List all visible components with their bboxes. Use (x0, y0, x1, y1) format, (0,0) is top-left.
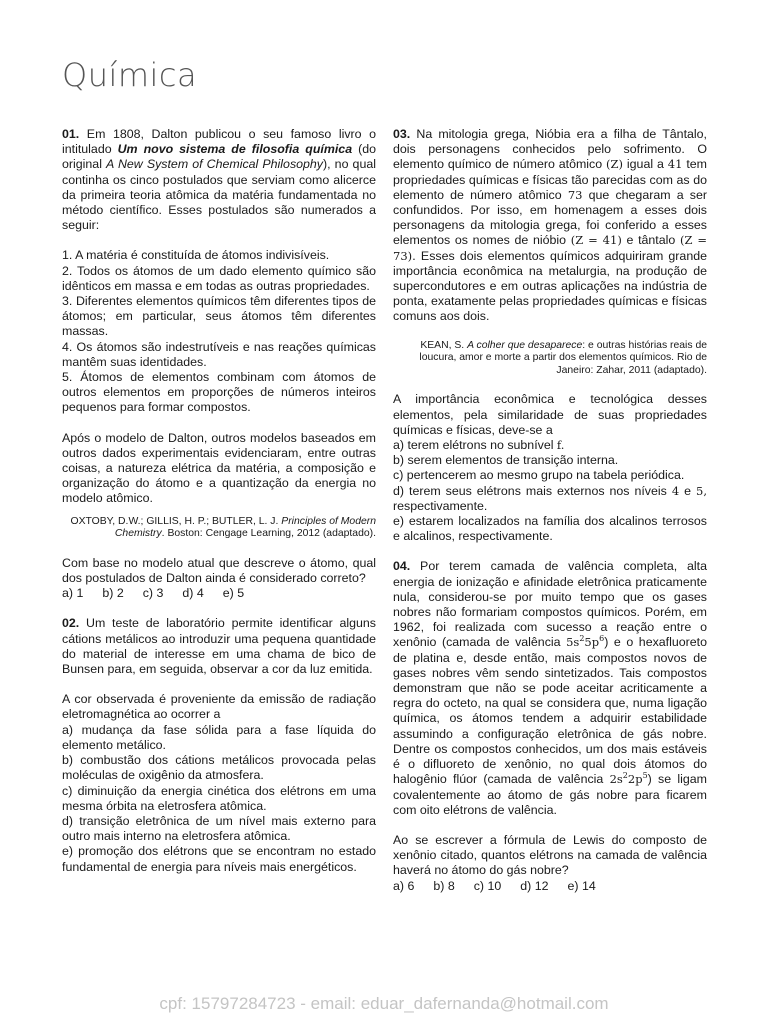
q01-intro-b: (do original (62, 142, 376, 172)
q03-option-c[interactable]: c) pertencerem ao mesmo grupo na tabela periódica. (393, 468, 685, 483)
q03-z41: (Z = 41) (570, 233, 622, 248)
q04-t1: Por terem camada de valência completa, alta energia de ionização e afinidade eletrônica praticamente nula, considerou-se por muito tempo que os gases nobres não formariam compostos químicos. Porém, em 1962, foi realizada com sucesso a reação entre o xenônio (camada de valência (393, 559, 707, 650)
q04-options (393, 879, 707, 894)
q01-paragraph-2: Após o modelo de Dalton, outros modelos baseados em outros dados experimentais evidenciaram, entre outras coisas, a natureza elétrica da matéria, a composição e organização do átomo e a quantização da energia no modelo atômico. (62, 430, 376, 506)
q03-opt-d-5: 5, (696, 483, 707, 498)
q01-postulate-4: 4. Os átomos são indestrutíveis e nas reações químicas mantêm suas identidades. (62, 339, 376, 369)
q02-question: A cor observada é proveniente da emissão de radiação eletromagnética ao ocorrer a (62, 692, 376, 722)
q01-postulate-2: 2. Todos os átomos de um dado elemento químico são idênticos em massa e em todas as outras propriedades. (62, 263, 376, 293)
watermark-footer: cpf: 15797284723 - email: eduar_dafernanda@hotmail.com (159, 994, 609, 1013)
q04-intro (393, 559, 707, 817)
q03-t5: e tântalo (621, 233, 680, 248)
q04-option-e[interactable]: e) 14 (567, 878, 596, 893)
q04-f-2p-exp: 5 (642, 771, 648, 781)
q03-option-b[interactable]: b) serem elementos de transição interna. (393, 453, 619, 468)
q04-xe-config (566, 635, 604, 649)
q01-book-en: A New System of Chemical Philosophy (106, 157, 324, 172)
q01-postulate-1: 1. A matéria é constituída de átomos indivisíveis. (62, 248, 330, 263)
q03-intro (393, 127, 707, 325)
q02-number: 02. (62, 616, 80, 631)
q03-t3: tem propriedades químicas e físicas tão parecidas com as do elemento de número atômico (393, 157, 707, 202)
q04-number: 04. (393, 559, 411, 574)
q03-option-d[interactable] (393, 484, 707, 514)
q01-intro (62, 127, 376, 233)
q01-number: 01. (62, 127, 80, 141)
q03-n73: 73 (567, 187, 583, 202)
q04-t2: ) e o hexafluoreto de platina e, desde então, mais compostos novos de gases nobres vêm sendo sintetizados. Tais compostos demonstram que não se pode aceitar acriticamente a regra do octeto, na qual se considera que, numa ligação química, os átomos tendem a adquirir estabilidade assumindo a configuração eletrônica de gás nobre. Dentre os compostos conhecidos, um dos mais estáveis é o difluoreto de xenônio, no qual dois átomos do halogênio flúor (camada de valência (393, 635, 707, 787)
q04-t3: ) se ligam covalentemente ao átomo de gás nobre para ficarem com oito elétrons de valência. (393, 772, 707, 817)
q02-option-e[interactable]: e) promoção dos elétrons que se encontram no estado fundamental de energia para níveis mais energéticos. (62, 844, 376, 874)
q03-opt-d-4: 4 (671, 483, 680, 498)
q02-option-b[interactable]: b) combustão dos cátions metálicos provocada pelas moléculas de oxigênio da atmosfera. (62, 753, 376, 783)
q04-option-a[interactable]: a) 6 (393, 878, 415, 893)
right-column (393, 127, 707, 894)
q04-f-2s-exp: 2 (622, 771, 628, 781)
q03-ref-title: A colher que desaparece (467, 339, 583, 351)
q03-ref-b: : e outras histórias reais de loucura, amor e morte a partir dos elementos químicos. Rio de Janeiro: Zahar, 2011 (adaptado). (419, 339, 707, 376)
q04-xe-5p: 5p (584, 635, 600, 650)
q03-n41: 41 (667, 157, 683, 172)
q03-question: A importância econômica e tecnológica desses elementos, pela similaridade de suas propriedades químicas e físicas, deve-se a (393, 392, 707, 437)
q04-f-2p: 2p (627, 772, 643, 787)
q02-intro (62, 616, 376, 677)
q04-f-config (610, 772, 648, 786)
q01-options (62, 586, 376, 601)
q02-option-a[interactable]: a) mudança da fase sólida para a fase líquida do elemento metálico. (62, 722, 376, 752)
q01-book-pt: Um novo sistema de filosofia química (117, 142, 353, 157)
q03-z73: (Z = 73). (393, 233, 708, 263)
q01-option-a[interactable]: a) 1 (62, 586, 84, 601)
q03-t6: Esses dois elementos químicos adquiriram grande importância econômica na metalurgia, na produção de supercondutores e em outras aplicações na indústria de ponta, exatamente pelas propriedades químicas e físicas comuns aos dois. (393, 248, 707, 324)
q04-xe-5s: 5s (566, 635, 580, 650)
q03-opt-d2: e (679, 483, 697, 498)
q03-opt-d3: respectivamente. (393, 498, 488, 513)
q02-option-d[interactable]: d) transição eletrônica de um nível mais externo para outro mais interno na eletrosfera atômica. (62, 813, 376, 844)
q01-option-d[interactable]: d) 4 (182, 586, 204, 601)
q01-ref-b: . Boston: Cengage Learning, 2012 (adaptado). (161, 528, 376, 540)
q03-ref-a: KEAN, S. (420, 339, 468, 351)
q02-intro-text: Um teste de laboratório permite identificar alguns cátions metálicos ao introduzir uma pequena quantidade do material de interesse em uma chama de bico de Bunsen para, em seguida, observar a cor da luz emitida. (62, 616, 376, 677)
q01-intro-a: Em 1808, Dalton publicou o seu famoso livro o intitulado (62, 127, 376, 157)
q01-option-c[interactable]: c) 3 (142, 586, 164, 601)
page-title: Química (62, 56, 198, 94)
q01-question: Com base no modelo atual que descreve o átomo, qual dos postulados de Dalton ainda é considerado correto? (62, 555, 376, 586)
q03-t2: igual a (623, 157, 668, 172)
q04-xe-5p-exp: 6 (599, 634, 605, 644)
q01-intro-c: ), no qual continha os cinco postulados que serviam como alicerce da primeira teoria atômica da matéria fundamentada no método científico. Esses postulados são numerados a seguir: (62, 157, 376, 233)
q03-reference (393, 340, 707, 378)
q01-postulate-3: 3. Diferentes elementos químicos têm diferentes tipos de átomos; em particular, seus átomos têm diferentes massas. (62, 294, 376, 339)
q03-opt-a-text: a) terem elétrons no subnível (393, 438, 557, 453)
q03-number: 03. (393, 127, 411, 141)
q03-option-e[interactable]: e) estarem localizados na família dos alcalinos terrosos e alcalinos, respectivamente. (393, 514, 707, 544)
q01-option-b[interactable]: b) 2 (102, 586, 124, 601)
q01-ref-title: Principles of Modern Chemistry (114, 515, 376, 540)
q04-option-d[interactable]: d) 12 (520, 878, 549, 893)
q03-opt-d1: d) terem seus elétrons mais externos nos níveis (393, 483, 672, 498)
q04-f-2s: 2s (609, 772, 623, 787)
q02-option-c[interactable]: c) diminuição da energia cinética dos elétrons em uma mesma órbita na eletrosfera atômica. (62, 783, 376, 813)
q01-postulate-5: 5. Átomos de elementos combinam com átomos de outros elementos em proporções de números inteiros pequenos para formar compostos. (62, 370, 376, 415)
q03-z: (Z) (606, 157, 624, 172)
q03-option-a[interactable] (393, 438, 707, 453)
q04-option-c[interactable]: c) 10 (473, 878, 502, 893)
q03-t1: Na mitologia grega, Nióbia era a filha de Tântalo, dois personagens conhecidos pelo sofrimento. O elemento químico de número atômico (393, 127, 707, 172)
q04-question: Ao se escrever a fórmula de Lewis do composto de xenônio citado, quantos elétrons na camada de valência haverá no átomo do gás nobre? (393, 832, 707, 878)
q04-xe-5s-exp: 2 (579, 634, 585, 644)
q01-ref-a: OXTOBY, D.W.; GILLIS, H. P.; BUTLER, L. J. (70, 515, 282, 527)
left-column (62, 127, 376, 875)
q03-t4: que chegaram a ser confundidos. Por isso, em homenagem a esses dois personagens da mitologia grega, foi conferido a esses elementos os nomes de nióbio (393, 187, 707, 248)
q01-option-e[interactable]: e) 5 (222, 586, 245, 601)
q01-reference (62, 516, 376, 541)
q04-option-b[interactable]: b) 8 (433, 878, 455, 893)
q03-opt-a-math: f. (556, 438, 565, 453)
